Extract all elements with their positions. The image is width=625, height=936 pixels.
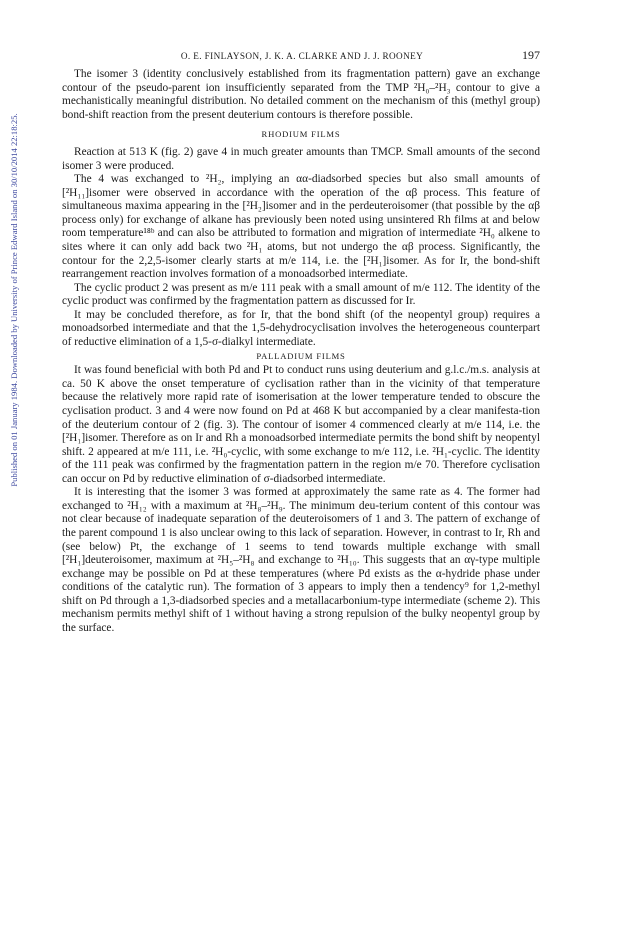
running-head-authors: O. E. FINLAYSON, J. K. A. CLARKE AND J. J. ROONEY <box>180 51 424 61</box>
paragraph-isomer-3: The isomer 3 (identity conclusively established from its fragmentation pattern) gave an exchange contour of the pseudo-parent ion insufficiently separated from the TMP ²H₀–²H₃ contour to give a mechanistically meaningful distribution. No detailed comment on the mechanism of this (methyl group) bond-shift reaction from the present deuterium contours is therefore possible. <box>62 68 540 121</box>
section-heading-palladium: PALLADIUM FILMS <box>256 351 346 362</box>
paragraph-rhodium-conclusion: It may be concluded therefore, as for Ir, that the bond shift (of the neopentyl group) requires a monoadsorbed intermediate and that the 1,5-dehydrocyclisation involves the heterogeneous counterpart of reductive elimination of a 1,5-σ-dialkyl intermediate. <box>62 308 540 348</box>
section-heading-rhodium: RHODIUM FILMS <box>261 129 341 140</box>
download-watermark <box>8 0 20 600</box>
page-body <box>62 48 540 635</box>
paragraph-palladium-runs: It was found beneficial with both Pd and Pt to conduct runs using deuterium and g.l.c./m.s. analysis at ca. 50 K above the onset temperature of cyclisation rather than in the vicinity of that temperature because the relatively more rapid rate of isomerisation at the lower temperature tended to obscure the cyclisation product. 3 and 4 were now found on Pd at 468 K but accompanied by a clear manifesta-tion of the deuterium contour of 2 (fig. 3). The contour of isomer 4 commenced clearly at m/e 114, i.e. the [²H₁]isomer. Therefore as on Ir and Rh a monoadsorbed intermediate permits the bond shift by neopentyl shift. 2 appeared at m/e 111, i.e. ²H₀-cyclic, with some exchange to m/e 112, i.e. ²H₁-cyclic. The identity of the 111 peak was confirmed by the fragmentation pattern in the region m/e 70. Therefore cyclisation can occur on Pd by reductive elimination of σ-diadsorbed intermediate. <box>62 364 540 485</box>
paragraph-rhodium-exchange: The 4 was exchanged to ²H₂, implying an αα-diadsorbed species but also small amounts of [²H₁₁]isomer were observed in accordance with the operation of the αβ process. This feature of simultaneous maxima appearing in the [²H₂]isomer and in the perdeuteroisomer (that possible by the αβ process only) for exchange of alkane has previously been noted using unsintered Rh films at and below room temperature¹⁸ᵇ and can also be attributed to formation and migration of intermediate ²H₀ alkene to sites where it can only add back two ²H₁ atoms, but not undergo the αβ process. Significantly, the contour for the 2,2,5-isomer clearly starts at m/e 114, i.e. the [²H₁]isomer. As for Ir, the bond-shift rearrangement reaction involves formation of a monoadsorbed intermediate. <box>62 173 540 281</box>
paragraph-cyclic-product: The cyclic product 2 was present as m/e 111 peak with a small amount of m/e 112. The identity of the cyclic product was confirmed by the fragmentation pattern as discussed for Ir. <box>62 281 540 308</box>
paragraph-rhodium-reaction: Reaction at 513 K (fig. 2) gave 4 in much greater amounts than TMCP. Small amounts of the second isomer 3 were produced. <box>62 146 540 172</box>
page-number: 197 <box>522 48 540 62</box>
paragraph-palladium-isomer-3: It is interesting that the isomer 3 was formed at approximately the same rate as 4. The former had exchanged to ²H₁₂ with a maximum at ²H₈–²H₉. The minimum deu-terium content of this contour was not clear because of inadequate separation of the deuteroisomers of 1 and 3. The pattern of exchange of the parent compound 1 is also unclear owing to this lack of separation. However, in contrast to Ir, Rh and (see below) Pt, the exchange of 1 seems to tend towards multiple exchange with small [²H₁]deuteroisomer, maximum at ²H₅–²H₈ and exchange to ²H₁₀. This suggests that an αγ-type multiple exchange may be possible on Pd at these temperatures (where Pd exists as the α-hydride phase under conditions of the catalytic run). The formation of 3 appears to imply then a tendency⁹ for 1,2-methyl shift on Pd through a 1,3-diadsorbed species and a metallacarbonium-type intermediate (scheme 2). This mechanism permits methyl shift of 1 without having a strong repulsion of the bulky neopentyl group by the surface. <box>62 486 540 634</box>
download-watermark-text: Published on 01 January 1984. Downloaded by University of Prince Edward Island on 30/10/2014 22:18:25. <box>9 113 19 487</box>
running-head <box>62 48 540 63</box>
